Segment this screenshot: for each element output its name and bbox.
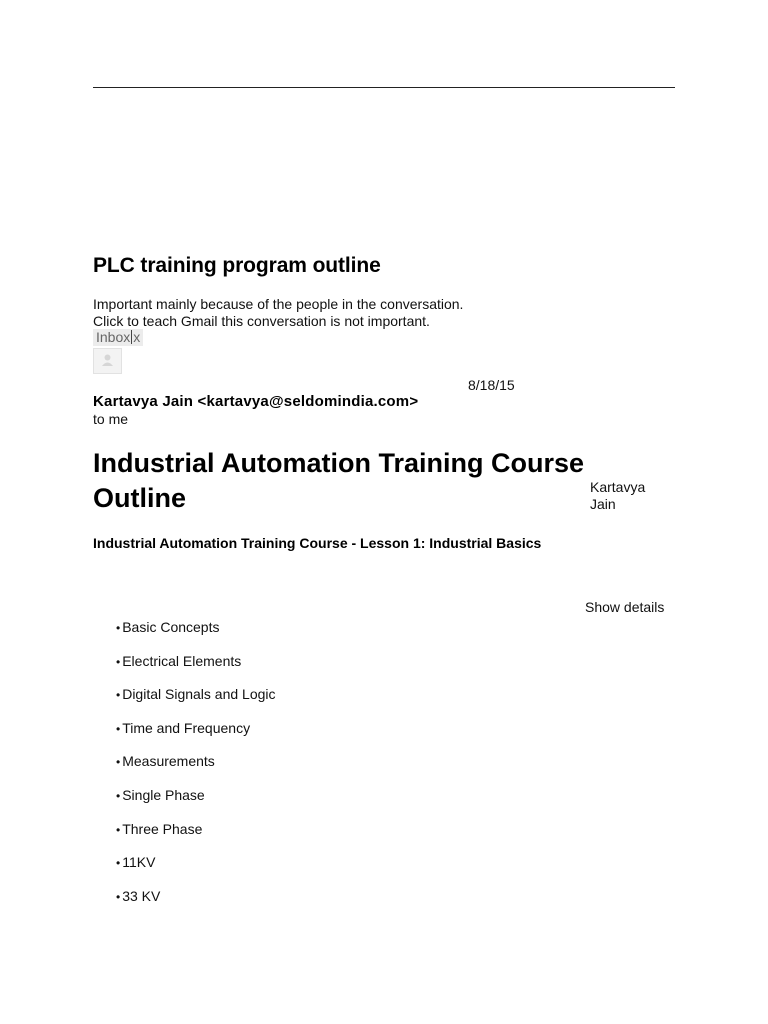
list-item: • Digital Signals and Logic [116,686,276,703]
sender-side-name [590,479,670,513]
importance-line-1: Important mainly because of the people in the conversation. [93,296,464,312]
bullet-icon: • [116,621,121,635]
inbox-label[interactable] [93,329,143,346]
list-item: • Time and Frequency [116,719,251,736]
bullet-icon: • [116,889,121,904]
list-item: • Electrical Elements [116,652,242,669]
person-avatar-icon [94,349,121,373]
list-item: • Measurements [116,753,215,770]
importance-line-2[interactable]: Click to teach Gmail this conversation is not important. [93,313,430,329]
side-name-last: Jain [590,496,616,512]
bullet-icon: • [116,721,121,736]
avatar[interactable] [93,348,122,374]
topic-list [116,619,276,921]
recipient[interactable]: to me [93,411,129,427]
remove-label-button[interactable]: x [133,329,141,345]
inbox-label-text: Inbox [96,329,131,345]
list-item: • Basic Concepts [116,619,220,635]
list-item: • 11KV [116,854,156,871]
show-details-link[interactable]: Show details [585,599,665,615]
list-item: • Single Phase [116,786,205,803]
bullet-icon: • [116,755,121,770]
sender[interactable]: Kartavya Jain <kartavya@seldomindia.com> [93,393,419,410]
email-date: 8/18/15 [468,377,515,393]
top-divider [93,87,675,88]
list-item: • Three Phase [116,820,203,837]
lesson-title: Industrial Automation Training Course - Lesson 1: Industrial Basics [93,535,542,551]
side-name-first: Kartavya [590,479,646,495]
bullet-icon: • [116,822,121,837]
bullet-icon: • [116,688,121,703]
bullet-icon: • [116,654,121,669]
email-subject: PLC training program outline [93,254,381,277]
list-item: • 33 KV [116,887,161,904]
importance-note[interactable] [93,296,463,330]
bullet-icon: • [116,788,121,803]
bullet-icon: • [116,856,121,871]
course-heading: Industrial Automation Training Course Outline [93,448,585,513]
